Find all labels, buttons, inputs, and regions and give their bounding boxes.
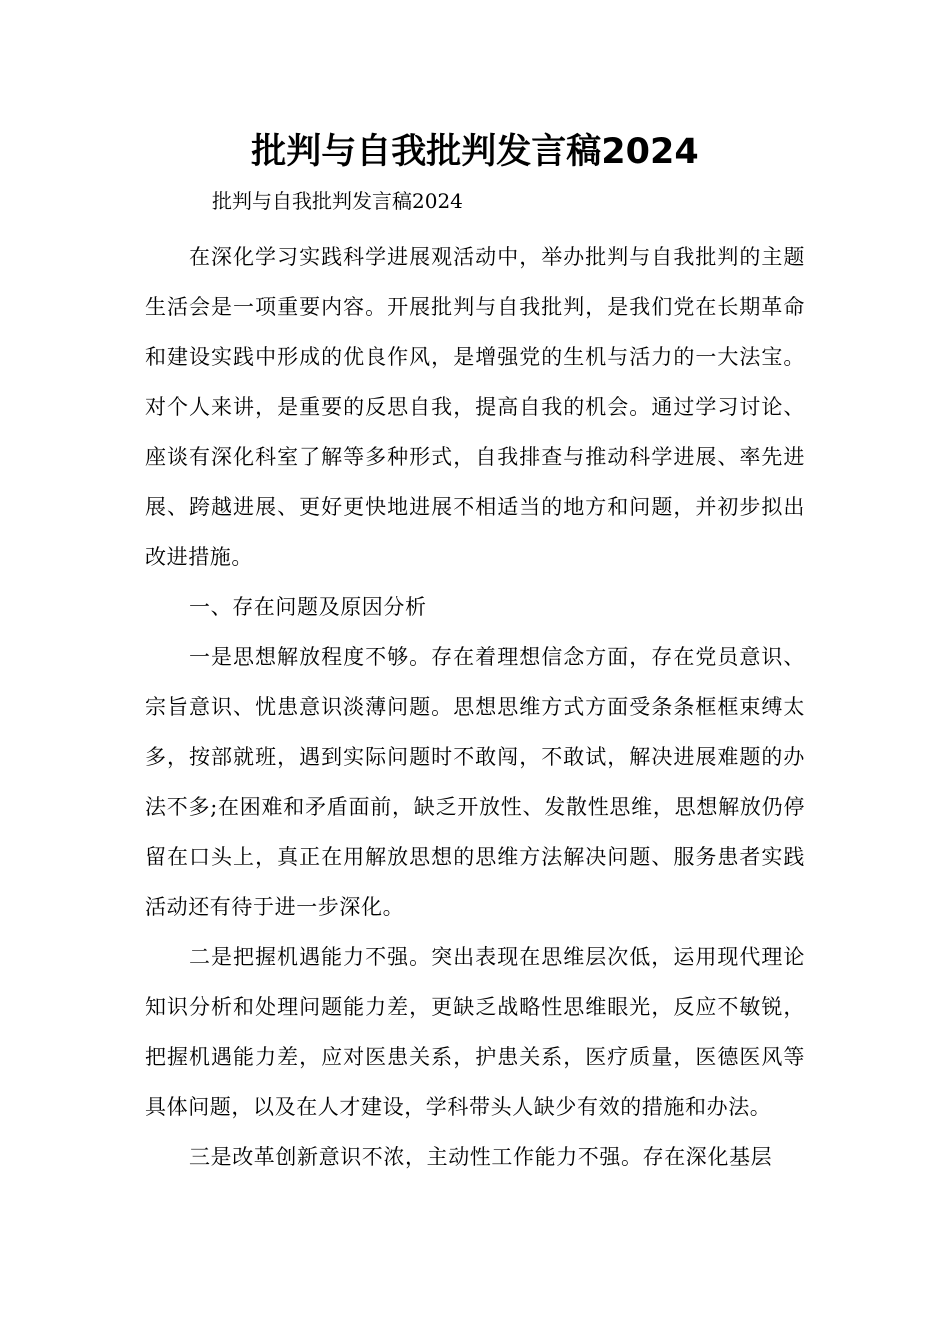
paragraph-point-three: 三是改革创新意识不浓，主动性工作能力不强。存在深化基层	[189, 1145, 773, 1169]
paragraph-intro: 在深化学习实践科学进展观活动中，举办批判与自我批判的主题生活会是一项重要内容。开展批判与自我批判，是我们党在长期革命和建设实践中形成的优良作风，是增强党的生机与活力的一大法宝。对个人来讲，是重要的反思自我，提高自我的机会。通过学习讨论、座谈有深化科室了解等多种形式，自我排查与推动科学进展、率先进展、跨越进展、更好更快地进展不相适当的地方和问题，并初步拟出改进措施。	[145, 245, 805, 569]
document-subtitle: 批判与自我批判发言稿2024	[212, 189, 463, 213]
paragraph-point-one: 一是思想解放程度不够。存在着理想信念方面，存在党员意识、宗旨意识、忧患意识淡薄问题。思想思维方式方面受条条框框束缚太多，按部就班，遇到实际问题时不敢闯，不敢试，解决进展难题的办法不多;在困难和矛盾面前，缺乏开放性、发散性思维，思想解放仍停留在口头上，真正在用解放思想的思维方法解决问题、服务患者实践活动还有待于进一步深化。	[145, 645, 805, 919]
section-heading-problems: 一、存在问题及原因分析	[189, 595, 427, 619]
paragraph-point-two: 二是把握机遇能力不强。突出表现在思维层次低，运用现代理论知识分析和处理问题能力差，更缺乏战略性思维眼光，反应不敏锐，把握机遇能力差，应对医患关系，护患关系，医疗质量，医德医风等具体问题，以及在人才建设，学科带头人缺少有效的措施和办法。	[145, 945, 805, 1119]
document-title: 批判与自我批判发言稿2024	[251, 132, 699, 172]
document-body	[145, 232, 805, 1182]
